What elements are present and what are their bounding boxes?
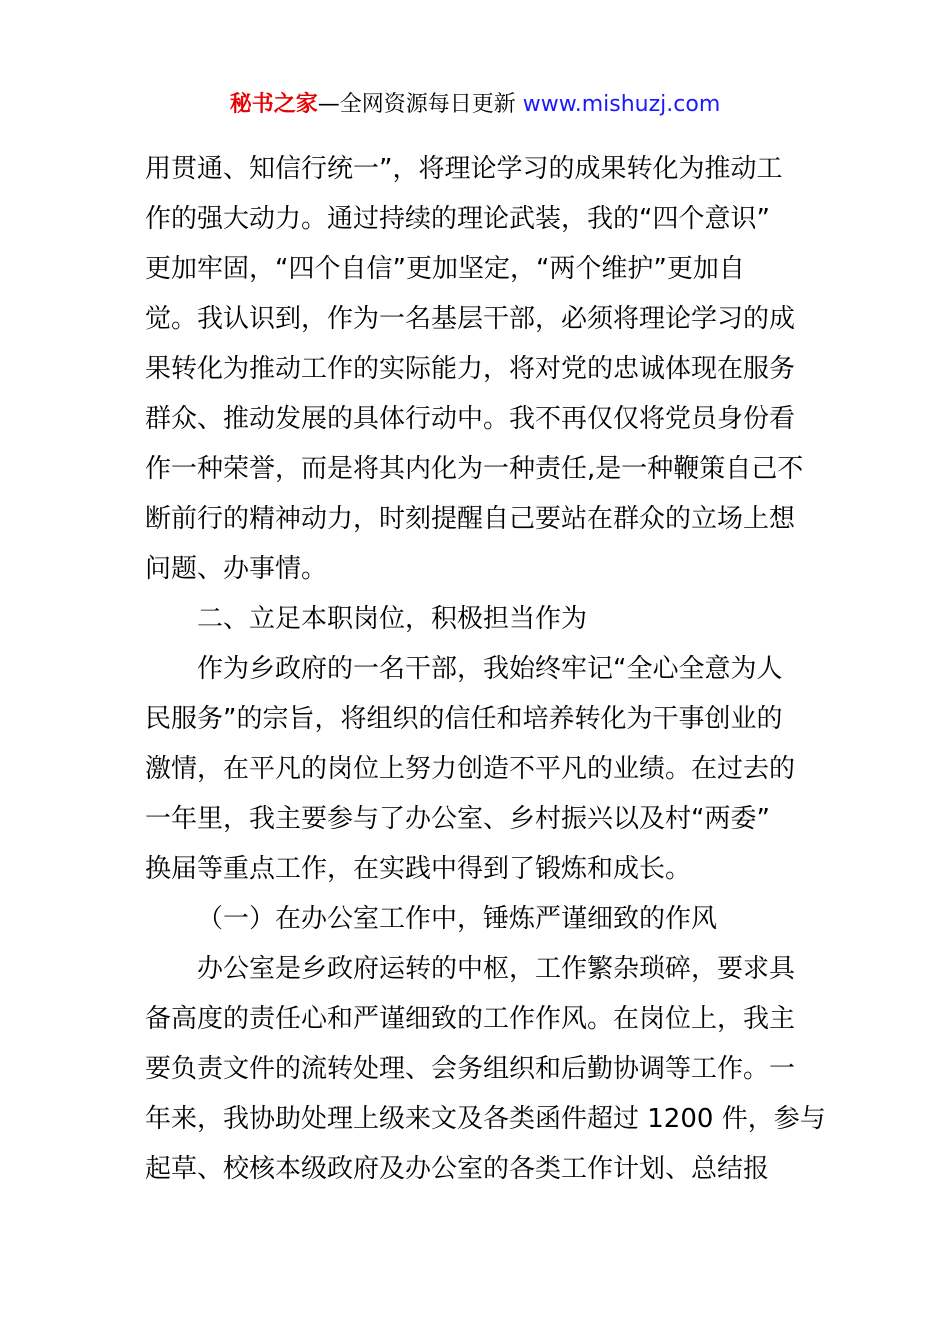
- document-body: [145, 144, 826, 1194]
- text-line: 作一种荣誉，而是将其内化为一种责任,是一种鞭策自己不: [145, 454, 804, 484]
- text-line: 群众、推动发展的具体行动中。我不再仅仅将党员身份看: [145, 404, 796, 434]
- text-line: 断前行的精神动力，时刻提醒自己要站在群众的立场上想: [145, 504, 796, 534]
- text-line: 民服务”的宗旨，将组织的信任和培养转化为干事创业的: [145, 704, 783, 734]
- section-heading: 二、立足本职岗位，积极担当作为: [197, 604, 588, 634]
- text-line: 作的强大动力。通过持续的理论武装，我的“四个意识”: [145, 204, 770, 234]
- text-line: 备高度的责任心和严谨细致的工作作风。在岗位上，我主: [145, 1004, 796, 1034]
- brand-name: 秘书之家: [229, 92, 318, 117]
- text-line: 问题、办事情。: [145, 554, 328, 584]
- page-header: [0, 90, 950, 120]
- text-line: 更加牢固，“四个自信”更加坚定，“两个维护”更加自: [145, 254, 745, 284]
- text-line: 一年里，我主要参与了办公室、乡村振兴以及村“两委”: [145, 804, 770, 834]
- text-line: 用贯通、知信行统一”，将理论学习的成果转化为推动工: [145, 154, 783, 184]
- header-tagline: —全网资源每日更新: [317, 92, 523, 117]
- text-line: 果转化为推动工作的实际能力，将对党的忠诚体现在服务: [145, 354, 796, 384]
- text-line: 换届等重点工作，在实践中得到了锻炼和成长。: [145, 854, 692, 884]
- text-line: 年来，我协助处理上级来文及各类函件超过 1200 件，参与: [145, 1104, 826, 1134]
- text-line: 要负责文件的流转处理、会务组织和后勤协调等工作。一: [145, 1054, 796, 1084]
- site-url-link[interactable]: www.mishuzj.com: [522, 92, 721, 117]
- text-line: 办公室是乡政府运转的中枢，工作繁杂琐碎，要求具: [197, 954, 796, 984]
- text-line: 激情，在平凡的岗位上努力创造不平凡的业绩。在过去的: [145, 754, 796, 784]
- text-line: 作为乡政府的一名干部，我始终牢记“全心全意为人: [197, 654, 783, 684]
- text-line: 觉。我认识到，作为一名基层干部，必须将理论学习的成: [145, 304, 796, 334]
- text-line: 起草、校核本级政府及办公室的各类工作计划、总结报: [145, 1154, 770, 1184]
- subsection-heading: （一）在办公室工作中，锤炼严谨细致的作风: [197, 904, 718, 934]
